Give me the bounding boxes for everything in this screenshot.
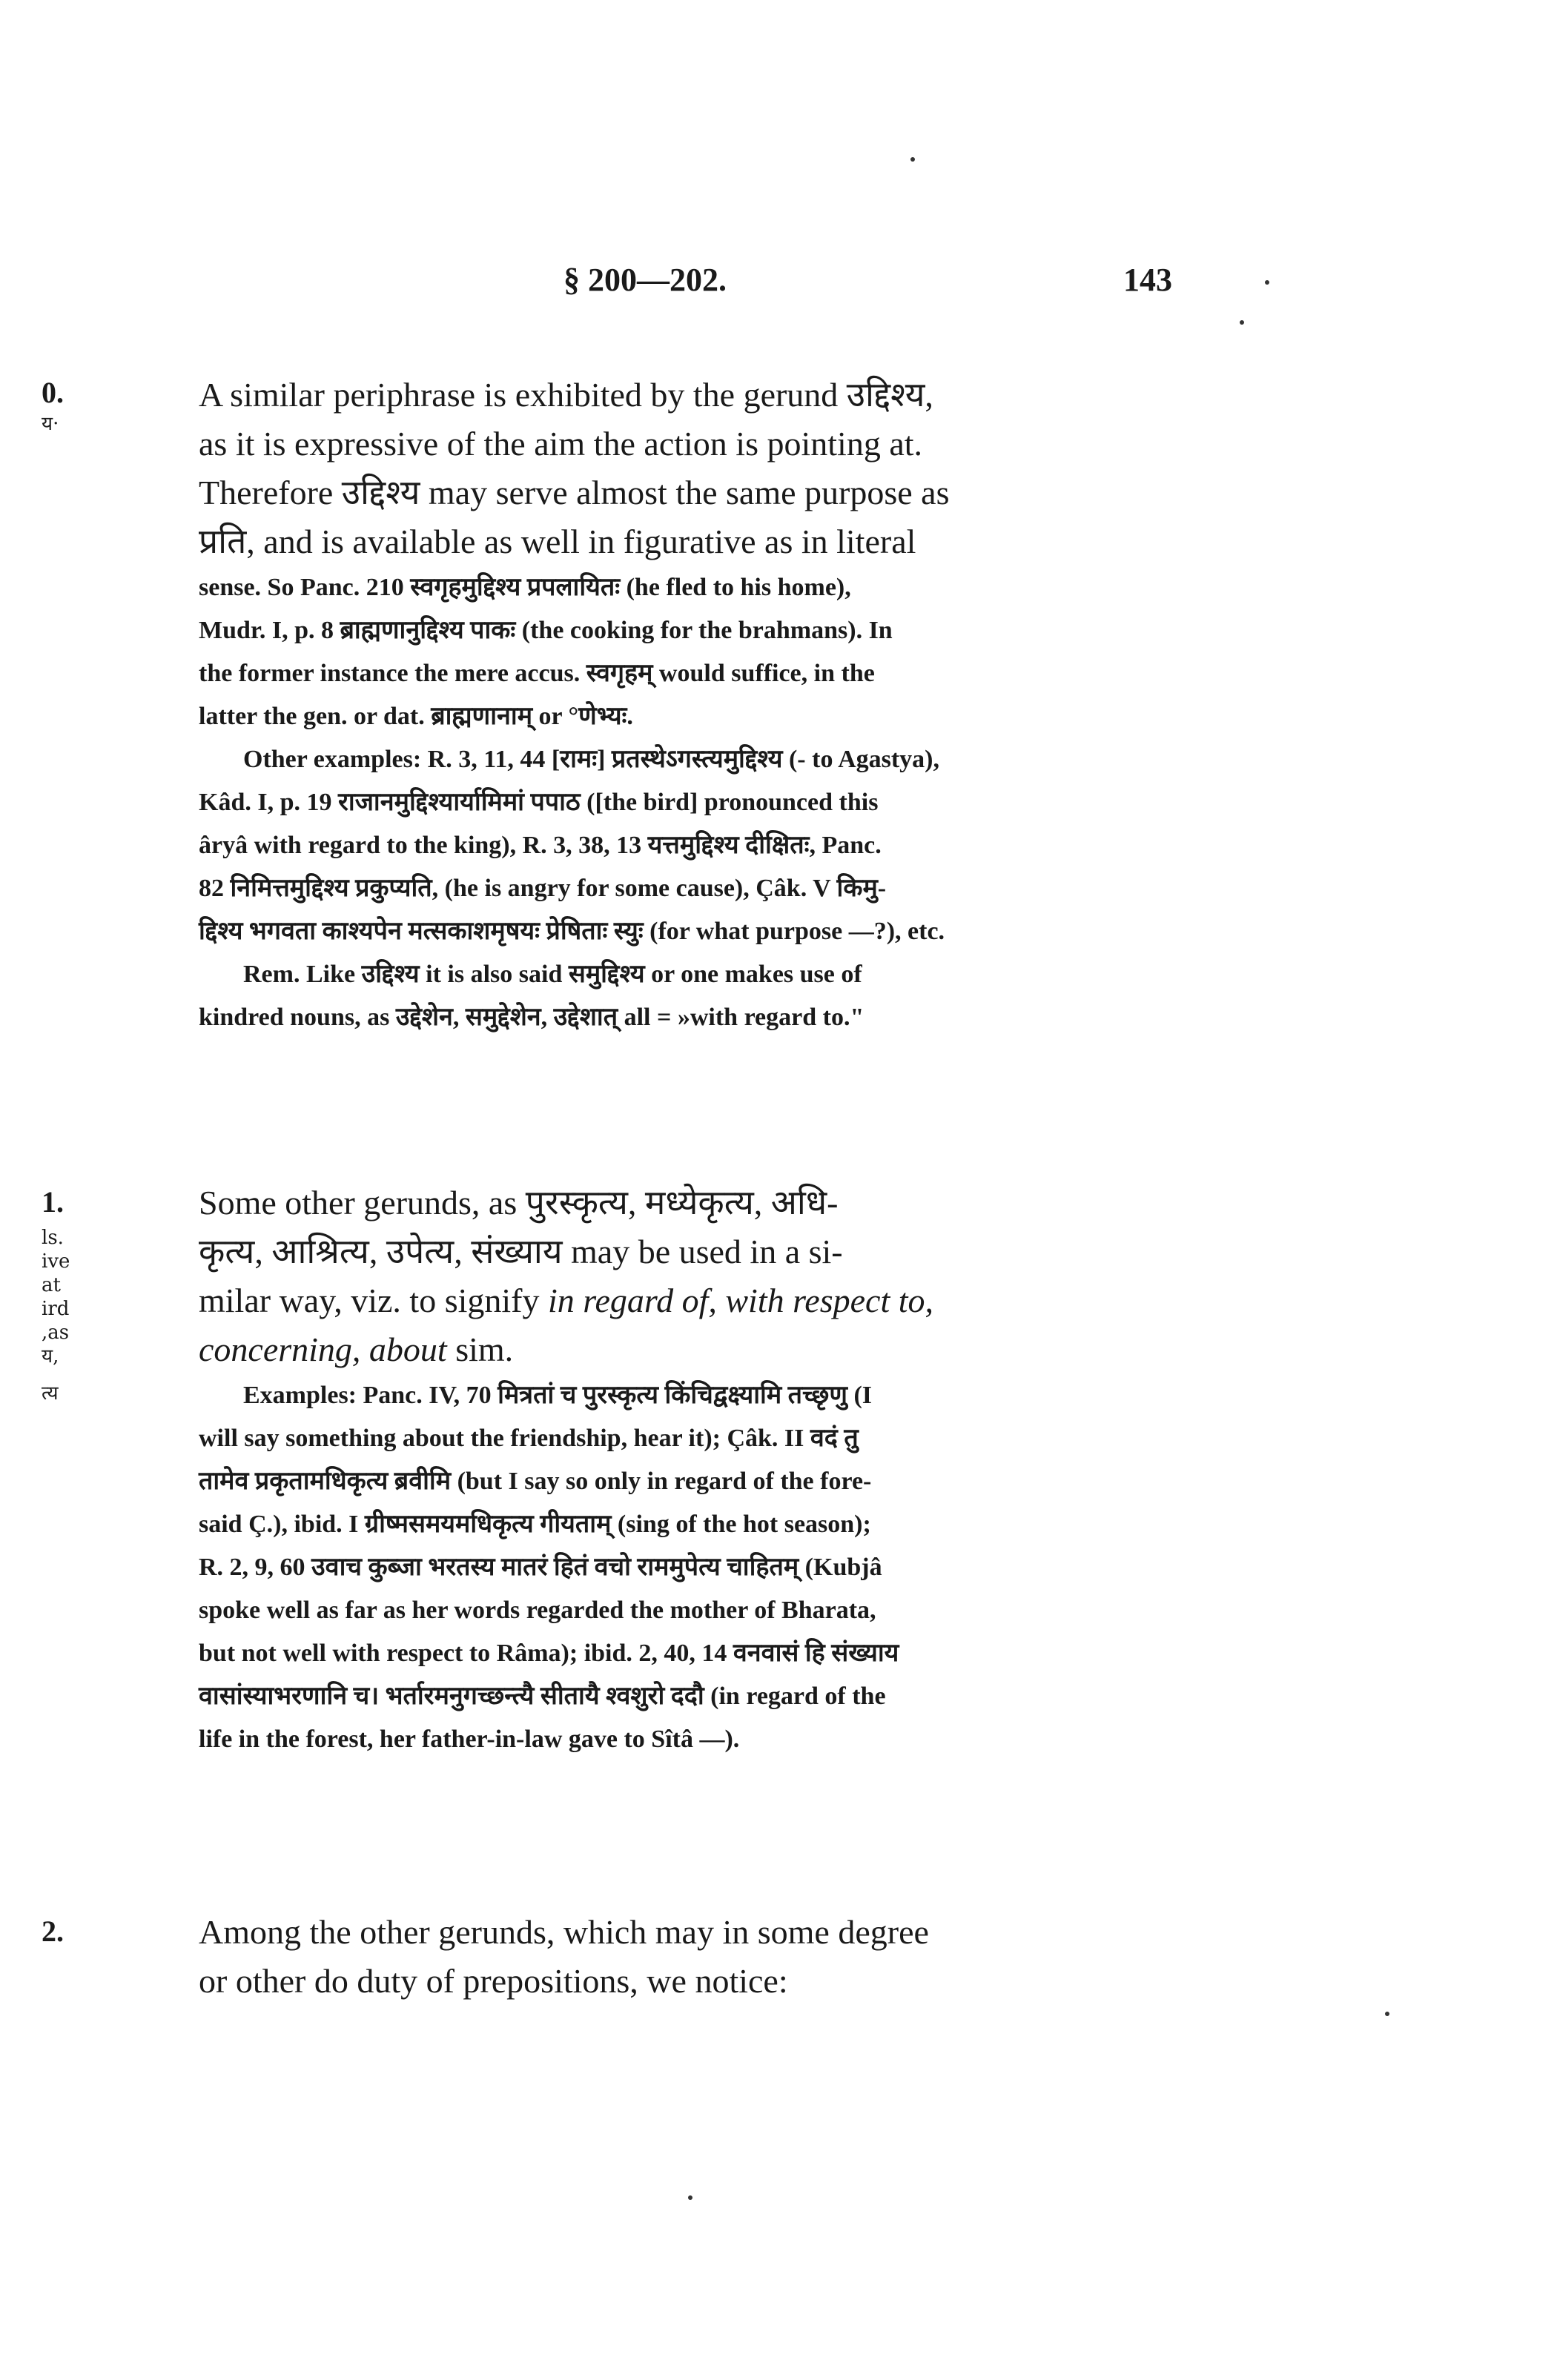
section-201 (199, 1179, 1207, 1761)
s200-remark-1: Rem. Like उद्दिश्य it is also said समुद्दिश्य or one makes use of (243, 961, 862, 988)
s200-line-4: प्रति, and is available as well in figurative as in literal (199, 523, 916, 560)
margin-gloss-201-6: य, (42, 1345, 59, 1368)
print-speck (1265, 280, 1269, 285)
s200-line-5: sense. So Panc. 210 स्वगृहमुद्दिश्य प्रपलायितः (he fled to his home), (199, 574, 851, 601)
section-200 (199, 371, 1207, 1039)
section-202 (199, 1908, 1207, 2006)
margin-gloss-201-5: ,as (42, 1322, 70, 1344)
print-speck (1240, 320, 1244, 325)
s200-line-7: the former instance the mere accus. स्वगृहम् would suffice, in the (199, 660, 875, 687)
margin-gloss-201-4: ird (42, 1298, 70, 1320)
s201-example-5: R. 2, 9, 60 उवाच कुब्जा भरतस्य मातरं हितं वचो राममुपेत्य चाहितम् (Kubjâ (199, 1554, 882, 1581)
page-number: 143 (1123, 262, 1172, 298)
s201-example-4: said Ç.), ibid. I ग्रीष्मसमयमधिकृत्य गीयताम् (sing of the hot season); (199, 1511, 871, 1538)
s201-example-8: वासांस्याभरणानि च। भर्तारमनुगच्छन्त्यै सीतायै श्वशुरो ददौ (in regard of the (199, 1683, 886, 1710)
s201-example-3: तामेव प्रकृतामधिकृत्य ब्रवीमि (but I say so only in regard of the fore- (199, 1468, 872, 1495)
margin-gloss-201-7: त्य (42, 1382, 59, 1405)
running-header (0, 261, 1557, 305)
margin-note-202 (42, 1917, 130, 1946)
s200-example-4: 82 निमित्तमुद्दिश्य प्रकुप्यति, (he is angry for some cause), Çâk. V किमु- (199, 875, 887, 902)
s202-line-1: Among the other gerunds, which may in some degree (199, 1913, 929, 1951)
s200-example-1: Other examples: R. 3, 11, 44 [रामः] प्रतस्थेऽगस्त्यमुद्दिश्य (- to Agastya), (243, 746, 940, 773)
print-speck (688, 2195, 692, 2200)
s200-line-2: as it is expressive of the aim the action is pointing at. (199, 425, 923, 463)
s200-example-3: âryâ with regard to the king), R. 3, 38, 13 यत्तमुद्दिश्य दीक्षितः, Panc. (199, 832, 882, 859)
section-number-201: 1. (42, 1185, 64, 1219)
s200-line-3: Therefore उद्दिश्य may serve almost the same purpose as (199, 474, 950, 511)
s201-line-2: कृत्य, आश्रित्य, उपेत्य, संख्याय may be used in a si- (199, 1233, 843, 1270)
margin-gloss-200: य· (42, 413, 59, 435)
s200-example-2: Kâd. I, p. 19 राजानमुद्दिश्यार्यामिमां पपाठ ([the bird] pronounced this (199, 789, 879, 816)
print-speck (910, 157, 915, 162)
s201-line-1: Some other gerunds, as पुरस्कृत्य, मध्येकृत्य, अधि- (199, 1184, 839, 1222)
section-number-202: 2. (42, 1915, 64, 1948)
margin-gloss-201-2: ive (42, 1250, 70, 1273)
section-range: § 200—202. (563, 262, 727, 298)
s201-line-4-text: sim. (446, 1330, 514, 1368)
margin-note-200 (42, 378, 130, 436)
margin-gloss-201-1: ls. (42, 1227, 64, 1249)
s200-remark-2: kindred nouns, as उद्देशेन, समुद्देशेन, उद्देशात् all = »with regard to." (199, 1004, 865, 1031)
section-number-200: 0. (42, 376, 64, 409)
s201-example-2: will say something about the friendship, hear it); Çâk. II वदं तु (199, 1425, 859, 1452)
s201-line-3-italic: in regard of, with respect to, (547, 1282, 933, 1319)
s200-line-6: Mudr. I, p. 8 ब्राह्मणानुद्दिश्य पाकः (the cooking for the brahmans). In (199, 617, 893, 644)
s201-example-7: but not well with respect to Râma); ibid. 2, 40, 14 वनवासं हि संख्याय (199, 1640, 899, 1667)
s200-line-8: latter the gen. or dat. ब्राह्मणानाम् or °णेभ्यः. (199, 703, 633, 730)
s200-line-1: A similar periphrase is exhibited by the gerund उद्दिश्य, (199, 376, 933, 414)
s201-line-3 (199, 1276, 1207, 1325)
print-speck (1385, 2012, 1389, 2016)
s201-example-6: spoke well as far as her words regarded the mother of Bharata, (199, 1597, 876, 1624)
s202-line-2: or other do duty of prepositions, we notice: (199, 1962, 788, 2000)
s201-example-1: Examples: Panc. IV, 70 मित्रतां च पुरस्कृत्य किंचिद्वक्ष्यामि तच्छृणु (I (243, 1382, 873, 1409)
margin-gloss-201-3: at (42, 1274, 61, 1296)
margin-note-201 (42, 1187, 130, 1405)
s201-line-4 (199, 1325, 1207, 1374)
s201-line-4-italic: concerning, about (199, 1330, 447, 1368)
s201-example-9: life in the forest, her father-in-law gave to Sîtâ —). (199, 1726, 740, 1753)
s200-example-5: द्दिश्य भगवता काश्यपेन मत्सकाशमृषयः प्रेषिताः स्युः (for what purpose —?), etc. (199, 918, 945, 945)
s201-line-3-text: milar way, viz. to signify (199, 1282, 548, 1319)
